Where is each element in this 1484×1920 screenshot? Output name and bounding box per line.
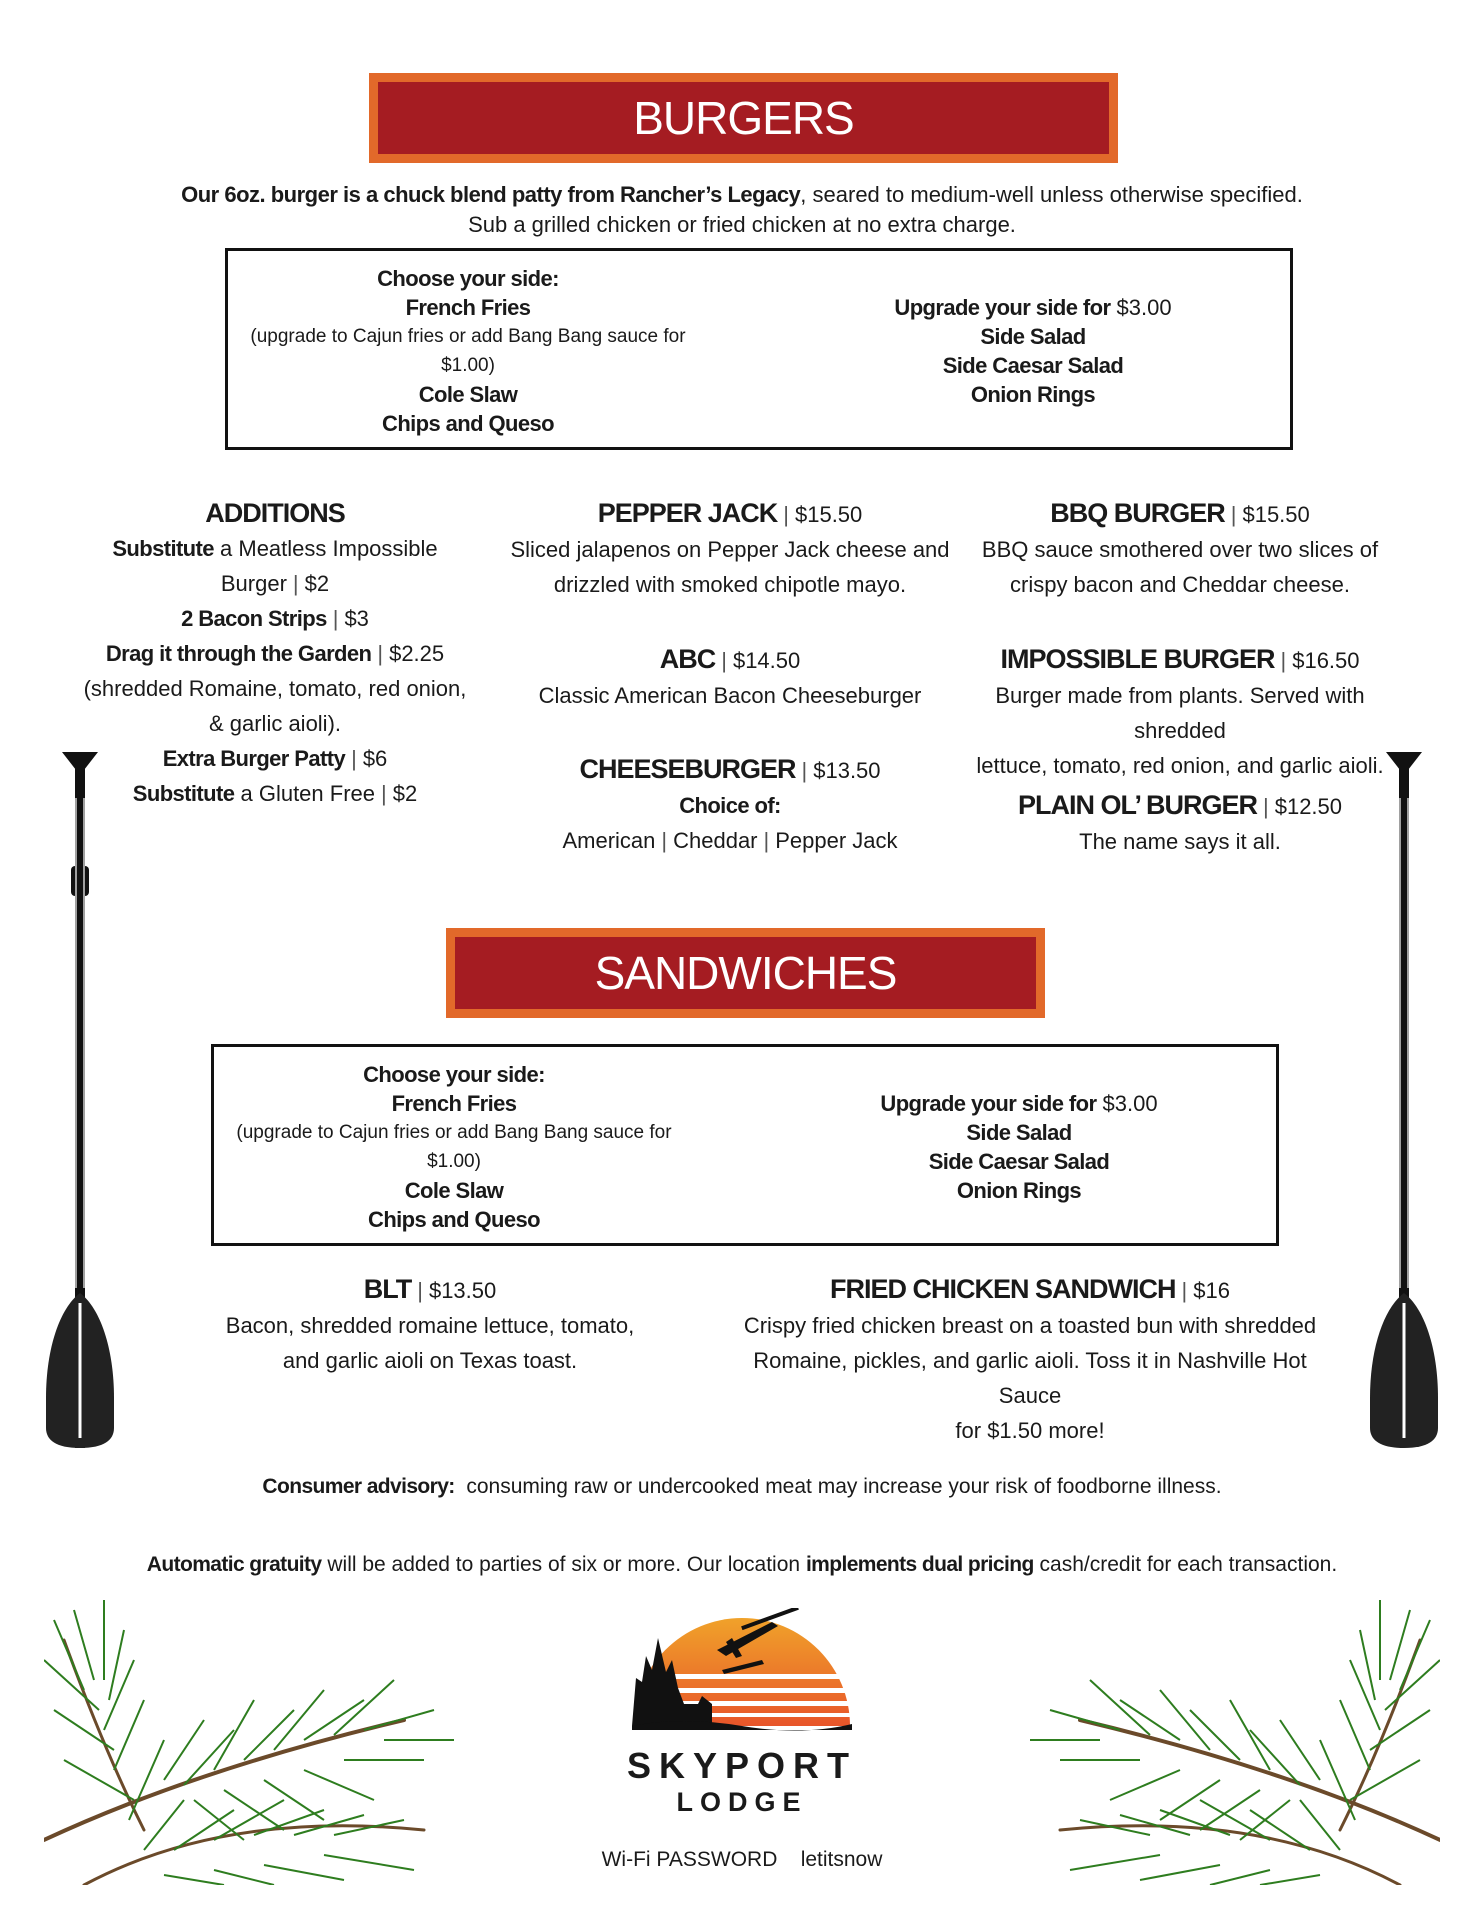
additions-section: ADDITIONS Substitute a Meatless Impossible Burger | $2 2 Bacon Strips | $3 Drag it through the Garden | $2.25 (shredded Romaine, tomato, red onion, & garlic aioli). Extra Burger Patty | $6 Substitute a Gluten Free | $2 <box>83 498 467 806</box>
menu-item-plain-ol-burger: PLAIN OL’ BURGER | $12.50 The name says it all. <box>1017 790 1343 854</box>
menu-item-cheeseburger: CHEESEBURGER | $13.50 Choice of: American | Cheddar | Pepper Jack <box>562 754 898 853</box>
pine-branch-right-icon <box>1020 1600 1440 1885</box>
pine-branch-left-icon <box>44 1600 464 1885</box>
sandwiches-side-upgrades: Upgrade your side for $3.00 Side Salad Side Caesar Salad Onion Rings <box>880 1091 1158 1203</box>
consumer-advisory: Consumer advisory: consuming raw or undercooked meat may increase your risk of foodborne illness. <box>262 1475 1222 1498</box>
sandwiches-title: SANDWICHES <box>455 937 1036 1009</box>
right-paddle-icon <box>1344 748 1444 1448</box>
menu-item-blt: BLT | $13.50 Bacon, shredded romaine lettuce, tomato, and garlic aioli on Texas toast. <box>225 1274 635 1373</box>
burgers-side-choices: Choose your side: French Fries (upgrade to Cajun fries or add Bang Bang sauce for $1.00) Cole Slaw Chips and Queso <box>250 266 686 436</box>
burgers-title: BURGERS <box>378 82 1109 154</box>
burgers-side-box <box>225 248 1293 450</box>
burgers-side-upgrades: Upgrade your side for $3.00 Side Salad Side Caesar Salad Onion Rings <box>894 295 1172 407</box>
menu-item-impossible-burger: IMPOSSIBLE BURGER | $16.50 Burger made from plants. Served with shredded lettuce, tomato, red onion, and garlic aioli. <box>976 644 1384 778</box>
burgers-banner <box>369 73 1118 163</box>
sandwiches-side-box <box>211 1044 1279 1246</box>
menu-item-abc: ABC | $14.50 Classic American Bacon Cheeseburger <box>538 644 922 708</box>
sandwiches-side-choices: Choose your side: French Fries (upgrade to Cajun fries or add Bang Bang sauce for $1.00) Cole Slaw Chips and Queso <box>236 1062 672 1232</box>
skyport-lodge-logo-icon <box>622 1608 862 1748</box>
logo-text: SKYPORT LODGE <box>626 1745 858 1817</box>
menu-item-fried-chicken-sandwich: FRIED CHICKEN SANDWICH | $16 Crispy fried chicken breast on a toasted bun with shredded Romaine, pickles, and garlic aioli. Toss it in Nashville Hot Sauce for $1.50 more! <box>743 1274 1317 1443</box>
left-paddle-icon <box>40 748 140 1448</box>
menu-item-bbq-burger: BBQ BURGER | $15.50 BBQ sauce smothered over two slices of crispy bacon and Cheddar cheese. <box>981 498 1379 597</box>
sandwiches-banner <box>446 928 1045 1018</box>
menu-item-pepper-jack: PEPPER JACK | $15.50 Sliced jalapenos on Pepper Jack cheese and drizzled with smoked chipotle mayo. <box>510 498 950 597</box>
burgers-intro: Our 6oz. burger is a chuck blend patty from Rancher’s Legacy, seared to medium-well unless otherwise specified. Sub a grilled chicken or fried chicken at no extra charge. <box>181 182 1303 237</box>
wifi-info: Wi-Fi PASSWORD letitsnow <box>601 1848 883 1871</box>
gratuity-note: Automatic gratuity will be added to parties of six or more. Our location implements dual pricing cash/credit for each transaction. <box>146 1553 1338 1576</box>
